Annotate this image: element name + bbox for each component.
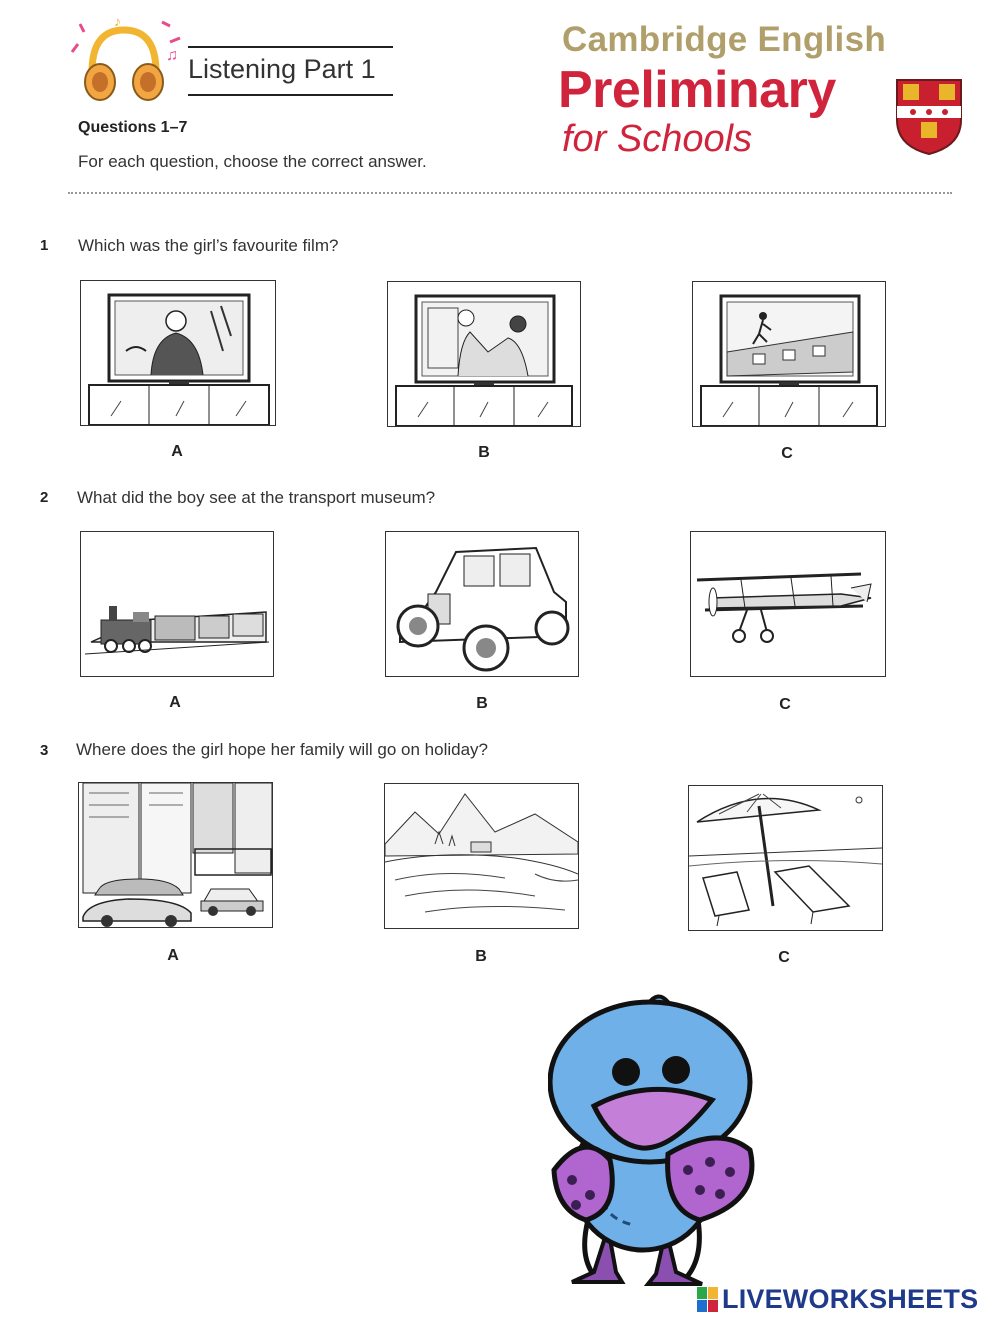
option-picture-1c[interactable] — [692, 281, 886, 427]
option-label-2c[interactable]: C — [779, 696, 791, 713]
option-picture-1b[interactable] — [387, 281, 581, 427]
option-label-3b[interactable]: B — [475, 948, 487, 965]
option-label-1a[interactable]: A — [171, 443, 183, 460]
header-rule-bottom — [188, 94, 393, 96]
option-picture-1a[interactable] — [80, 280, 276, 426]
option-label-1c[interactable]: C — [781, 445, 793, 462]
option-picture-2c[interactable] — [690, 531, 886, 677]
liveworksheets-logo-icon — [697, 1287, 719, 1313]
question-text: Which was the girl’s favourite film? — [78, 236, 339, 255]
option-label-2a[interactable]: A — [169, 694, 181, 711]
headphones-icon — [62, 12, 187, 107]
part-title: Listening Part 1 — [188, 54, 376, 84]
question-text: What did the boy see at the transport museum? — [77, 488, 436, 507]
option-label-2b[interactable]: B — [476, 695, 488, 712]
option-picture-3b[interactable] — [384, 783, 579, 929]
liveworksheets-logo-text: LIVEWORKSHEETS — [722, 1284, 979, 1314]
question-number: 2 — [40, 489, 49, 506]
question-number: 1 — [40, 237, 49, 254]
option-label-3a[interactable]: A — [167, 947, 179, 964]
option-picture-3a[interactable] — [78, 782, 273, 928]
instruction-text: For each question, choose the correct answer. — [78, 152, 427, 171]
header-rule-top — [188, 46, 393, 48]
option-picture-2b[interactable] — [385, 531, 579, 677]
question-number: 3 — [40, 742, 49, 759]
svg-text:♫: ♫ — [166, 47, 178, 64]
blue-bird-mascot-icon — [548, 990, 758, 1295]
option-picture-2a[interactable] — [80, 531, 274, 677]
university-crest-icon — [893, 76, 965, 156]
option-label-1b[interactable]: B — [478, 444, 490, 461]
option-label-3c[interactable]: C — [778, 949, 790, 966]
brand-for-schools: for Schools — [562, 118, 753, 160]
brand-preliminary: Preliminary — [558, 61, 836, 119]
questions-label: Questions 1–7 — [78, 119, 188, 136]
option-picture-3c[interactable] — [688, 785, 883, 931]
svg-text:♪: ♪ — [114, 13, 121, 29]
brand-cambridge-english: Cambridge English — [562, 20, 887, 59]
header-divider — [68, 192, 952, 194]
question-text: Where does the girl hope her family will go on holiday? — [76, 740, 489, 759]
